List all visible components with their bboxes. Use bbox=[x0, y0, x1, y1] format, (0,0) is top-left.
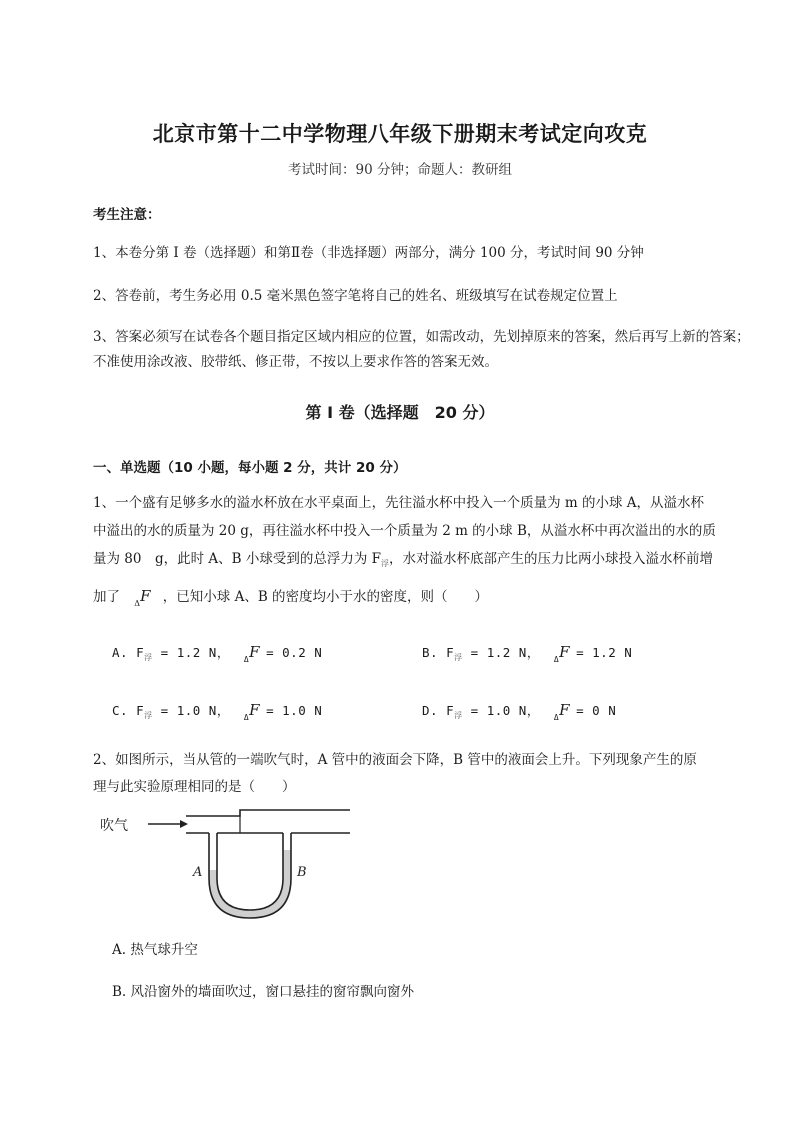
q1-fu-subscript: 浮 bbox=[381, 559, 390, 568]
q1-option-a[interactable]: A. $F_浮 = 1.2$ N， $_\Delta$F = 0.2 N bbox=[112, 643, 323, 664]
q1-line-4 bbox=[93, 585, 488, 608]
notice-heading: 考生注意： bbox=[93, 207, 161, 223]
q1-line-3-text: 量为 80 g，此时 A、B 小球受到的总浮力为 F bbox=[93, 551, 382, 567]
q1-option-b[interactable]: B. $F_浮 = 1.2$ N， $_\Delta$F = 1.2 N bbox=[422, 643, 633, 664]
notice-item-3: 3、答案必须写在试卷各个题目指定区域内相应的位置，如需改动，先划掉原来的答案，然后再写上新的答案；不准使用涂改液、胶带纸、修正带，不按以上要求作答的答案无效。 bbox=[93, 329, 750, 370]
q1-option-d[interactable]: D. $F_浮 = 1.0$ N， $_\Delta$F = 0 N bbox=[422, 701, 617, 722]
blow-label: 吹气 bbox=[100, 818, 128, 834]
q2-option-b[interactable]: B. 风沿窗外的墙面吹过，窗口悬挂的窗帘飘向窗外 bbox=[112, 984, 415, 1000]
liquid-fill bbox=[209, 850, 291, 918]
blow-pipe-top bbox=[186, 810, 350, 816]
u-tube-figure bbox=[100, 806, 370, 928]
q2-line-2: 理与此实验原理相同的是（ ） bbox=[93, 779, 296, 795]
section-title: 第 I 卷（选择题 20 分） bbox=[305, 403, 495, 422]
notice-item-1: 1、本卷分第 I 卷（选择题）和第Ⅱ卷（非选择题）两部分，满分 100 分，考试时间 90 分钟 bbox=[93, 245, 644, 261]
q2-option-a[interactable]: A. 热气球升空 bbox=[112, 942, 198, 958]
page-title: 北京市第十二中学物理八年级下册期末考试定向攻克 bbox=[152, 122, 648, 146]
q1-line-2: 中溢出的水的质量为 20 g，再往溢水杯中投入一个质量为 2 m 的小球 B，从溢水杯中再次溢出的水的质 bbox=[93, 523, 716, 539]
q1-line-3-tail: ，水对溢水杯底部产生的压力比两小球投入溢水杯前增 bbox=[389, 551, 714, 567]
u-tube-inner bbox=[217, 833, 283, 910]
delta-f-symbol: $_\Delta$F bbox=[134, 587, 151, 608]
q1-line-3 bbox=[93, 547, 713, 576]
q1-line-4-post: ，已知小球 A、B 的密度均小于水的密度，则（ ） bbox=[162, 589, 489, 605]
label-a: A bbox=[193, 865, 203, 880]
q2-line-1: 2、如图所示，当从管的一端吹气时，A 管中的液面会下降，B 管中的液面会上升。下列现象产生的原 bbox=[93, 752, 697, 768]
notice-item-2: 2、答卷前，考生务必用 0.5 毫米黑色签字笔将自己的姓名、班级填写在试卷规定位置上 bbox=[93, 288, 618, 304]
q1-line-1: 1、一个盛有足够多水的溢水杯放在水平桌面上，先往溢水杯中投入一个质量为 m 的小球 A，从溢水杯 bbox=[93, 495, 705, 511]
label-b: B bbox=[297, 865, 307, 880]
q1-option-c[interactable]: C. $F_浮 = 1.0$ N， $_\Delta$F = 1.0 N bbox=[112, 701, 323, 722]
part-heading: 一、单选题（10 小题，每小题 2 分，共计 20 分） bbox=[93, 460, 407, 476]
q1-line-4-pre: 加了 bbox=[93, 589, 120, 605]
exam-info: 考试时间：90 分钟；命题人：教研组 bbox=[288, 162, 512, 178]
